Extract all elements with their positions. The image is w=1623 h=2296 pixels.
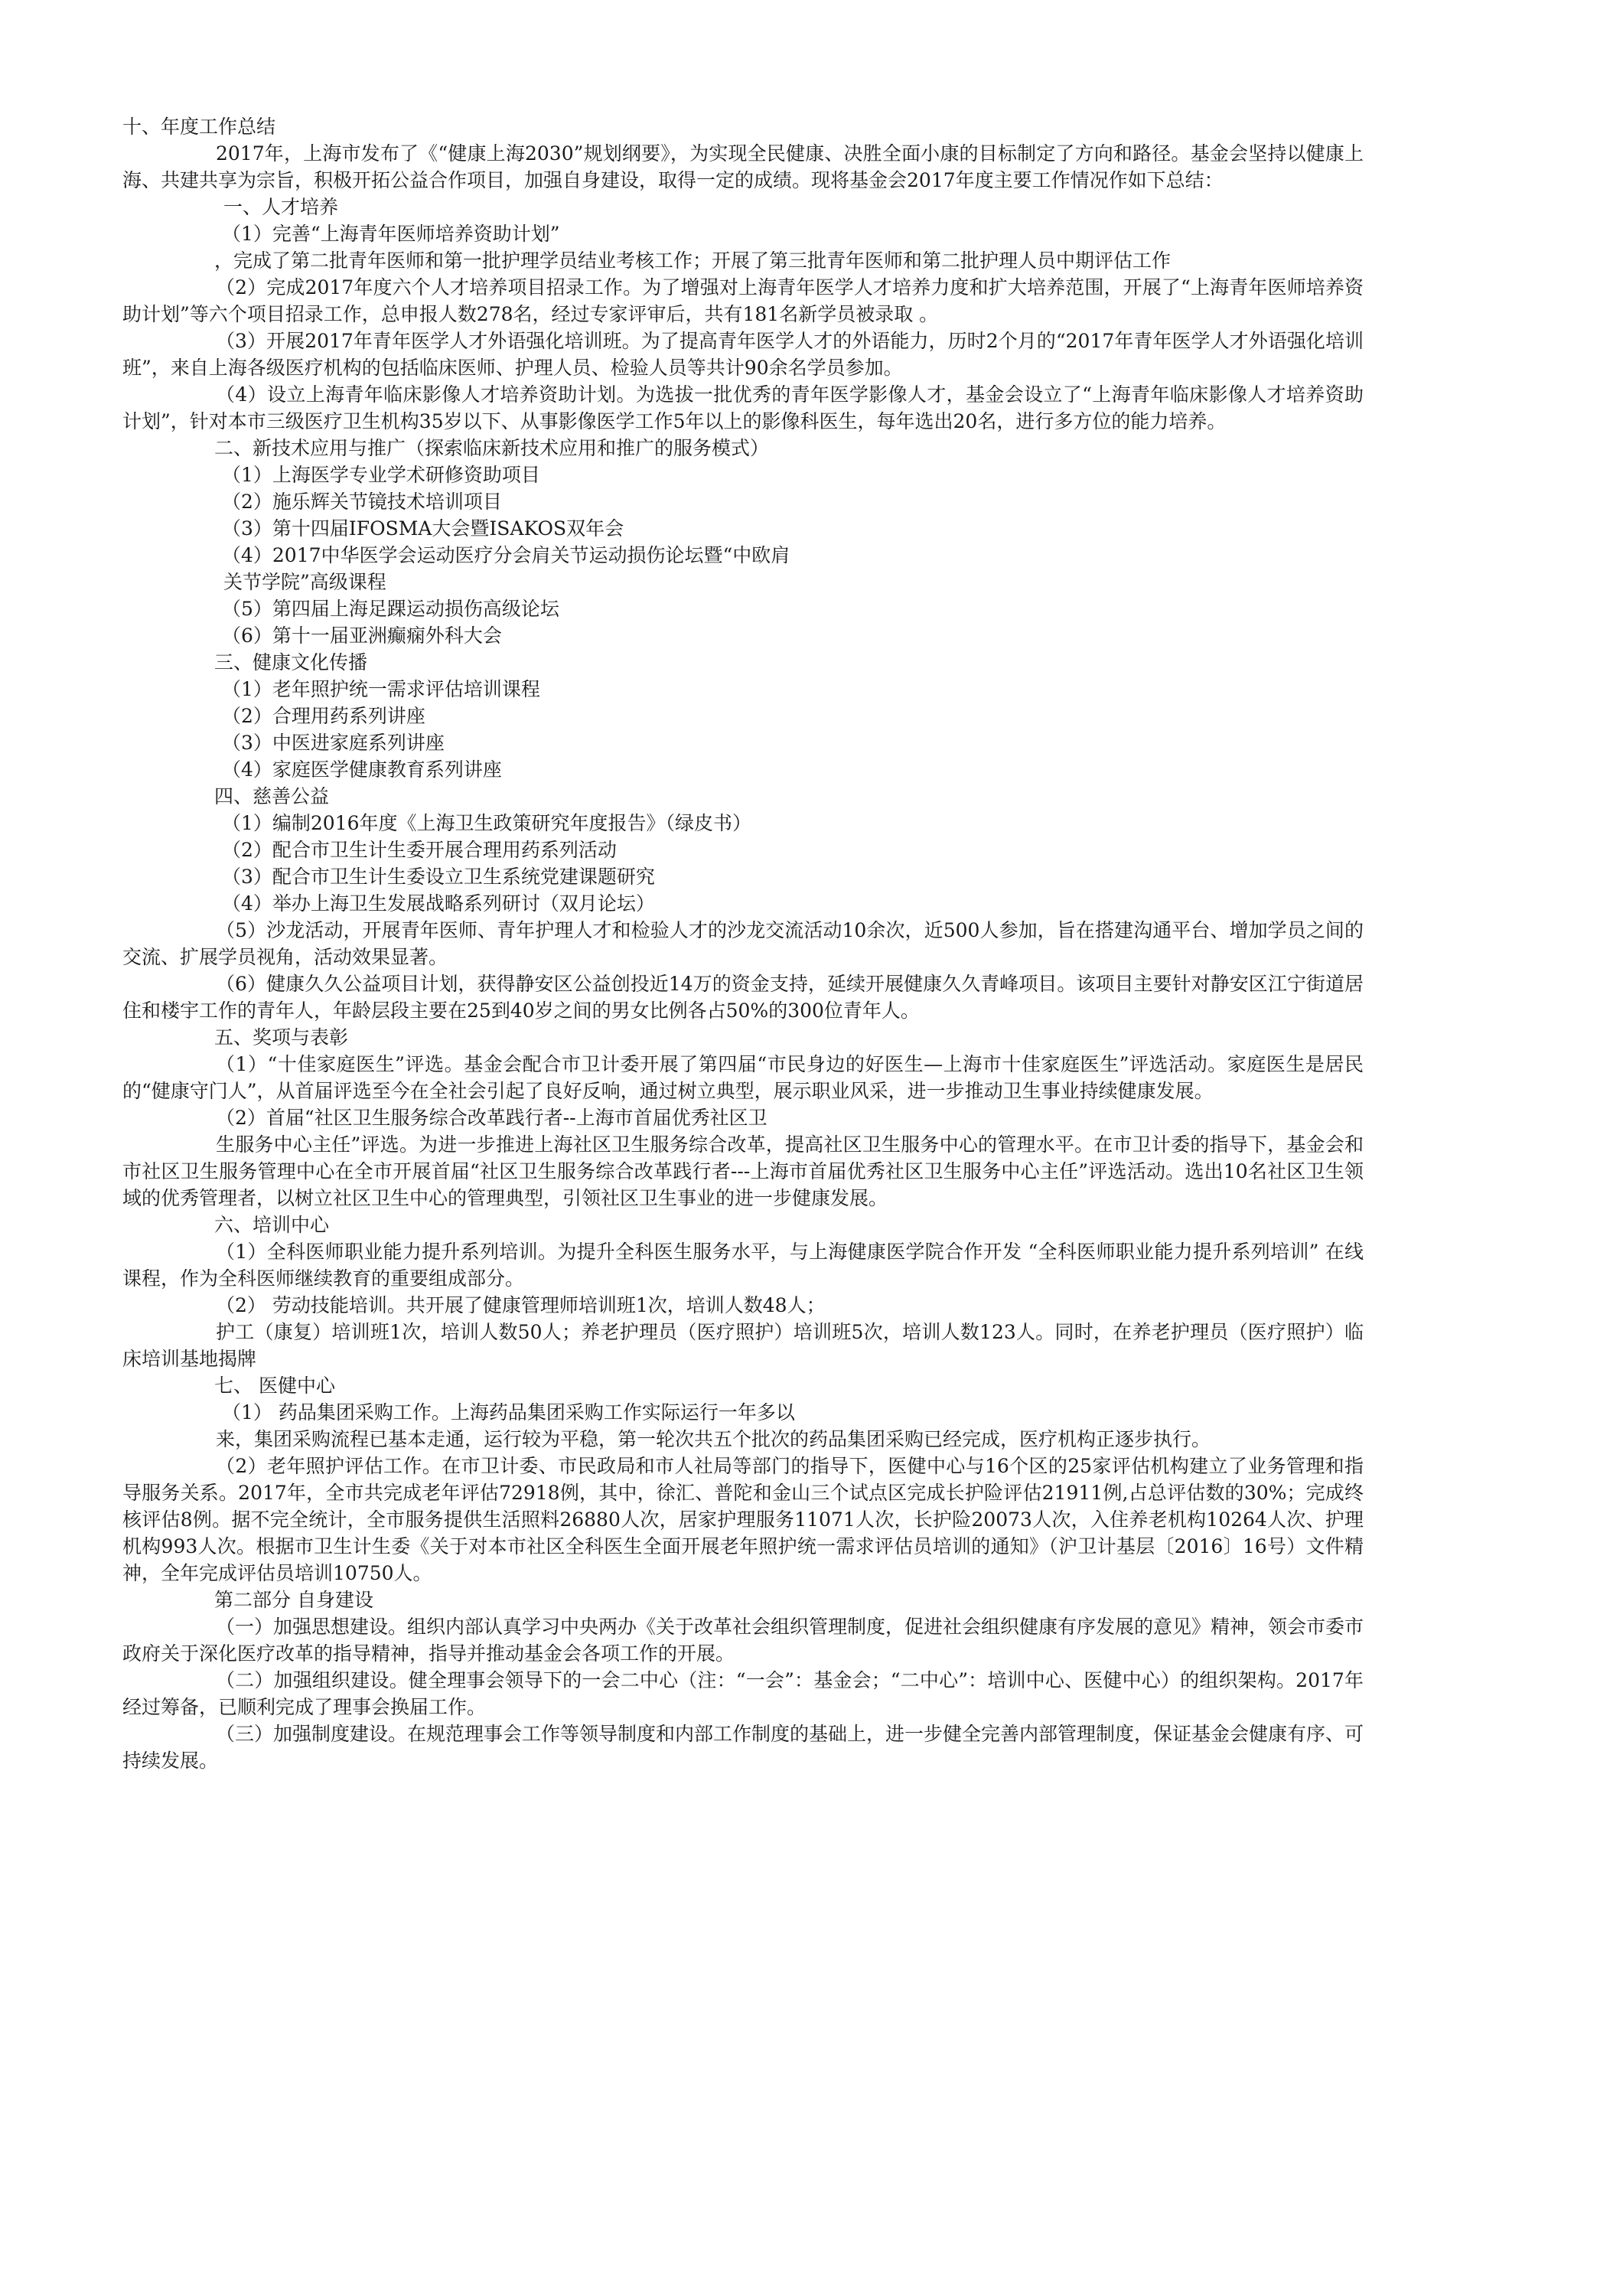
- list-item: （3）第十四届IFOSMA大会暨ISAKOS双年会: [222, 517, 624, 540]
- paragraph: （2）完成2017年度六个人才培养项目招录工作。为了增强对上海青年医学人才培养力度和扩大培养范围，开展了“上海青年医师培养资助计划”等六个项目招录工作，总申报人数278名，经过专家评审后，共有181名新学员被录取 。: [122, 276, 1364, 325]
- paragraph: （一）加强思想建设。组织内部认真学习中央两办《关于改革社会组织管理制度，促进社会组织健康有序发展的意见》精神，领会市委市政府关于深化医疗改革的指导精神，指导并推动基金会各项工作的开展。: [122, 1616, 1364, 1665]
- paragraph: （1）全科医师职业能力提升系列培训。为提升全科医生服务水平，与上海健康医学院合作开发 “全科医师职业能力提升系列培训” 在线课程，作为全科医师继续教育的重要组成部分。: [122, 1241, 1364, 1290]
- paragraph: 生服务中心主任”评选。为进一步推进上海社区卫生服务综合改革，提高社区卫生服务中心的管理水平。在市卫计委的指导下，基金会和市社区卫生服务管理中心在全市开展首届“社区卫生服务综合改革践行者---上海市首届优秀社区卫生服务中心主任”评选活动。选出10名社区卫生领域的优秀管理者，以树立社区卫生中心的管理典型，引领社区卫生事业的进一步健康发展。: [122, 1133, 1364, 1209]
- paragraph: （5）沙龙活动，开展青年医师、青年护理人才和检验人才的沙龙交流活动10余次，近500人参加，旨在搭建沟通平台、增加学员之间的交流、扩展学员视角，活动效果显著。: [122, 919, 1364, 968]
- list-item: （1）编制2016年度《上海卫生政策研究年度报告》（绿皮书）: [222, 812, 752, 834]
- paragraph: （2）老年照护评估工作。在市卫计委、市民政局和市人社局等部门的指导下，医健中心与16个区的25家评估机构建立了业务管理和指导服务关系。2017年，全市共完成老年评估72918例，其中，徐汇、普陀和金山三个试点区完成长护险评估21911例,占总评估数的30%；完成终核评估8例。据不完全统计，全市服务提供生活照料26880人次，居家护理服务11071人次，长护险20073人次，入住养老机构10264人次、护理机构993人次。根据市卫生计生委《关于对本市社区全科医生全面开展老年照护统一需求评估员培训的通知》（沪卫计基层〔2016〕16号）文件精神，全年完成评估员培训10750人。: [122, 1455, 1364, 1584]
- heading-health-culture: 三、健康文化传播: [214, 651, 368, 673]
- paragraph: 护工（康复）培训班1次，培训人数50人；养老护理员（医疗照护）培训班5次，培训人数123人。同时，在养老护理员（医疗照护）临床培训基地揭牌: [122, 1321, 1364, 1370]
- heading-training-center: 六、培训中心: [214, 1214, 330, 1236]
- list-item-continuation: 关节学院”高级课程: [223, 571, 386, 593]
- paragraph: ，完成了第二批青年医师和第一批护理学员结业考核工作；开展了第三批青年医师和第二批护理人员中期评估工作: [214, 249, 1172, 272]
- document-body: [122, 113, 1364, 1774]
- heading-talent-training: 一、人才培养: [223, 196, 339, 218]
- list-item: （1）完善“上海青年医师培养资助计划”: [222, 223, 560, 245]
- list-item: （1） 药品集团采购工作。上海药品集团采购工作实际运行一年多以: [222, 1401, 795, 1424]
- list-item: （6）第十一届亚洲癫痫外科大会: [222, 625, 502, 647]
- list-item: （4）家庭医学健康教育系列讲座: [222, 758, 502, 781]
- list-item: （3）中医进家庭系列讲座: [222, 732, 445, 754]
- heading-part-two: 第二部分 自身建设: [214, 1589, 373, 1611]
- paragraph: （1）“十佳家庭医生”评选。基金会配合市卫计委开展了第四届“市民身边的好医生—上海市十佳家庭医生”评选活动。家庭医生是居民的“健康守门人”，从首届评选至今在全社会引起了良好反响，通过树立典型，展示职业风采，进一步推动卫生事业持续健康发展。: [122, 1053, 1364, 1102]
- heading-awards: 五、奖项与表彰: [214, 1026, 349, 1049]
- paragraph: （3）开展2017年青年医学人才外语强化培训班。为了提高青年医学人才的外语能力，历时2个月的“2017年青年医学人才外语强化培训班”，来自上海各级医疗机构的包括临床医师、护理人员、检验人员等共计90余名学员参加。: [122, 330, 1364, 379]
- paragraph: （三）加强制度建设。在规范理事会工作等领导制度和内部工作制度的基础上，进一步健全完善内部管理制度，保证基金会健康有序、可持续发展。: [122, 1723, 1364, 1772]
- heading-charity: 四、慈善公益: [214, 785, 330, 807]
- intro-paragraph: 2017年，上海市发布了《“健康上海2030”规划纲要》，为实现全民健康、决胜全面小康的目标制定了方向和路径。基金会坚持以健康上海、共建共享为宗旨，积极开拓公益合作项目，加强自身建设，取得一定的成绩。现将基金会2017年度主要工作情况作如下总结：: [122, 142, 1364, 191]
- list-item: （1）上海医学专业学术研修资助项目: [222, 464, 540, 486]
- paragraph: 来，集团采购流程已基本走通，运行较为平稳，第一轮次共五个批次的药品集团采购已经完成，医疗机构正逐步执行。: [216, 1428, 1211, 1450]
- paragraph: （4）设立上海青年临床影像人才培养资助计划。为选拔一批优秀的青年医学影像人才，基金会设立了“上海青年临床影像人才培养资助计划”，针对本市三级医疗卫生机构35岁以下、从事影像医学工作5年以上的影像科医生，每年选出20名，进行多方位的能力培养。: [122, 383, 1364, 432]
- paragraph: （2） 劳动技能培训。共开展了健康管理师培训班1次，培训人数48人；: [216, 1294, 826, 1316]
- section-heading-annual-summary: 十、年度工作总结: [122, 116, 276, 138]
- list-item: （1）老年照护统一需求评估培训课程: [222, 678, 540, 700]
- paragraph: （2）首届“社区卫生服务综合改革践行者--上海市首届优秀社区卫: [216, 1107, 768, 1129]
- paragraph: （二）加强组织建设。健全理事会领导下的一会二中心（注：“一会”：基金会；“二中心”：培训中心、医健中心）的组织架构。2017年经过筹备，已顺利完成了理事会换届工作。: [122, 1669, 1364, 1718]
- list-item: （3）配合市卫生计生委设立卫生系统党建课题研究: [222, 866, 655, 888]
- paragraph: （6）健康久久公益项目计划，获得静安区公益创投近14万的资金支持，延续开展健康久久青峰项目。该项目主要针对静安区江宁街道居住和楼宇工作的青年人，年龄层段主要在25到40岁之间的男女比例各占50%的300位青年人。: [122, 973, 1364, 1022]
- list-item: （4）举办上海卫生发展战略系列研讨（双月论坛）: [222, 892, 655, 915]
- heading-medical-health-center: 七、 医健中心: [214, 1375, 335, 1397]
- list-item: （2）合理用药系列讲座: [222, 705, 425, 727]
- list-item: （2）施乐辉关节镜技术培训项目: [222, 491, 502, 513]
- list-item: （2）配合市卫生计生委开展合理用药系列活动: [222, 839, 617, 861]
- heading-new-technology: 二、新技术应用与推广（探索临床新技术应用和推广的服务模式）: [214, 437, 770, 459]
- list-item: （4）2017中华医学会运动医疗分会肩关节运动损伤论坛暨“中欧肩: [222, 544, 790, 566]
- list-item: （5）第四届上海足踝运动损伤高级论坛: [222, 598, 559, 620]
